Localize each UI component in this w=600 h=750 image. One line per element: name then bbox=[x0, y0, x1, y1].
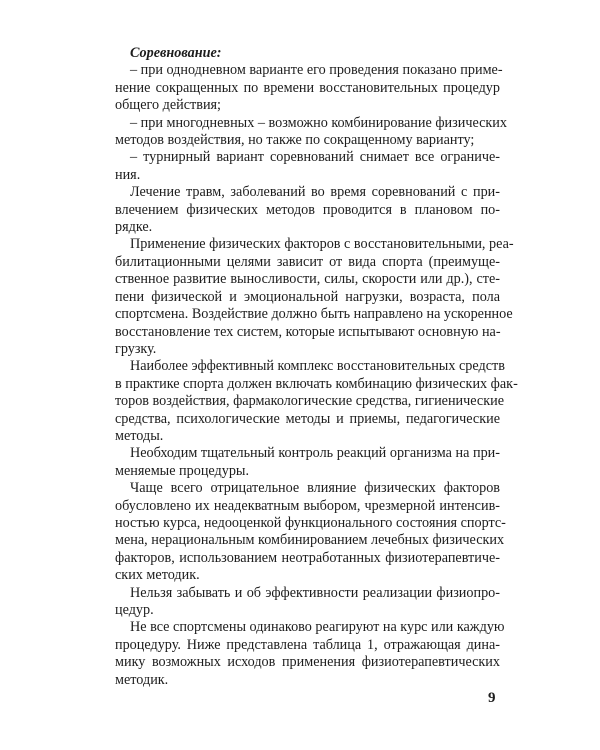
text-line: рядке. bbox=[115, 219, 153, 236]
text-line: методов воздействия, но также по сокращенному варианту; bbox=[115, 132, 475, 149]
text-line: методы. bbox=[115, 427, 164, 444]
text-line: процедуру. Ниже представлена таблица 1, отражающая дина- bbox=[115, 636, 500, 653]
body-text bbox=[115, 45, 518, 689]
text-line: грузку. bbox=[115, 340, 157, 357]
text-line: – при многодневных – возможно комбинирование физических bbox=[130, 114, 507, 131]
text-line: ния. bbox=[115, 166, 141, 183]
text-line: Нельзя забывать и об эффективности реализации физиопро- bbox=[130, 584, 500, 601]
text-line: в практике спорта должен включать комбинацию физических фак- bbox=[115, 375, 518, 392]
text-line: Наиболее эффективный комплекс восстановительных средств bbox=[130, 358, 505, 375]
paragraph bbox=[115, 358, 518, 445]
paragraph bbox=[115, 62, 503, 114]
text-line: цедур. bbox=[115, 602, 154, 618]
text-line: спортсмена. Воздействие должно быть направлено на ускоренное bbox=[115, 306, 513, 323]
text-line: нение сокращенных по времени восстановительных процедур bbox=[115, 79, 500, 96]
text-line: пени физической и эмоциональной нагрузки, возраста, пола bbox=[115, 288, 500, 305]
text-line: факторов, использованием неотработанных физиотерапевтиче- bbox=[115, 549, 500, 566]
paragraph bbox=[115, 236, 514, 358]
paragraph bbox=[115, 445, 500, 480]
text-line: мена, нерациональным комбинированием лечебных физических bbox=[115, 532, 505, 549]
text-line: средства, психологические методы и приемы, педагогические bbox=[115, 410, 500, 427]
text-line: Чаще всего отрицательное влияние физических факторов bbox=[130, 480, 500, 497]
paragraph bbox=[115, 184, 500, 236]
text-line: обусловлено их неадекватным выбором, чрезмерной интенсив- bbox=[115, 497, 500, 514]
text-line: ностью курса, недооценкой функционального состояния спортс- bbox=[115, 514, 506, 531]
text-line: восстановление тех систем, которые испытывают основную на- bbox=[115, 323, 501, 340]
text-line: ственное развитие выносливости, силы, скорости или др.), сте- bbox=[115, 271, 500, 288]
paragraph-list bbox=[115, 62, 518, 689]
text-line: влечением физических методов проводится в плановом по- bbox=[115, 201, 500, 218]
paragraph bbox=[115, 114, 507, 150]
text-line: методик. bbox=[115, 671, 169, 688]
text-line: – при однодневном варианте его проведения показано приме- bbox=[130, 62, 503, 79]
text-line: общего действия; bbox=[115, 97, 222, 114]
paragraph bbox=[115, 585, 500, 620]
paragraph bbox=[115, 619, 505, 689]
paragraph bbox=[115, 480, 506, 584]
text-line: торов воздействия, фармакологические средства, гигиенические bbox=[115, 393, 505, 410]
page-number: 9 bbox=[488, 690, 496, 706]
text-line: меняемые процедуры. bbox=[115, 462, 250, 479]
text-line: билитационными целями зависит от вида спорта (преимуще- bbox=[115, 253, 500, 270]
text-line: Лечение травм, заболеваний во время соревнований с при- bbox=[130, 184, 500, 201]
text-line: мику возможных исходов применения физиотерапевтических bbox=[115, 654, 500, 671]
paragraph bbox=[115, 149, 500, 184]
text-line: ских методик. bbox=[115, 567, 200, 584]
text-line: Не все спортсмены одинаково реагируют на курс или каждую bbox=[130, 619, 505, 636]
text-line: Необходим тщательный контроль реакций организма на при- bbox=[130, 445, 500, 462]
text-line: Применение физических факторов с восстановительными, реа- bbox=[130, 236, 514, 253]
section-heading: Соревнование: bbox=[130, 45, 222, 61]
text-line: – турнирный вариант соревнований снимает все ограниче- bbox=[130, 149, 500, 166]
